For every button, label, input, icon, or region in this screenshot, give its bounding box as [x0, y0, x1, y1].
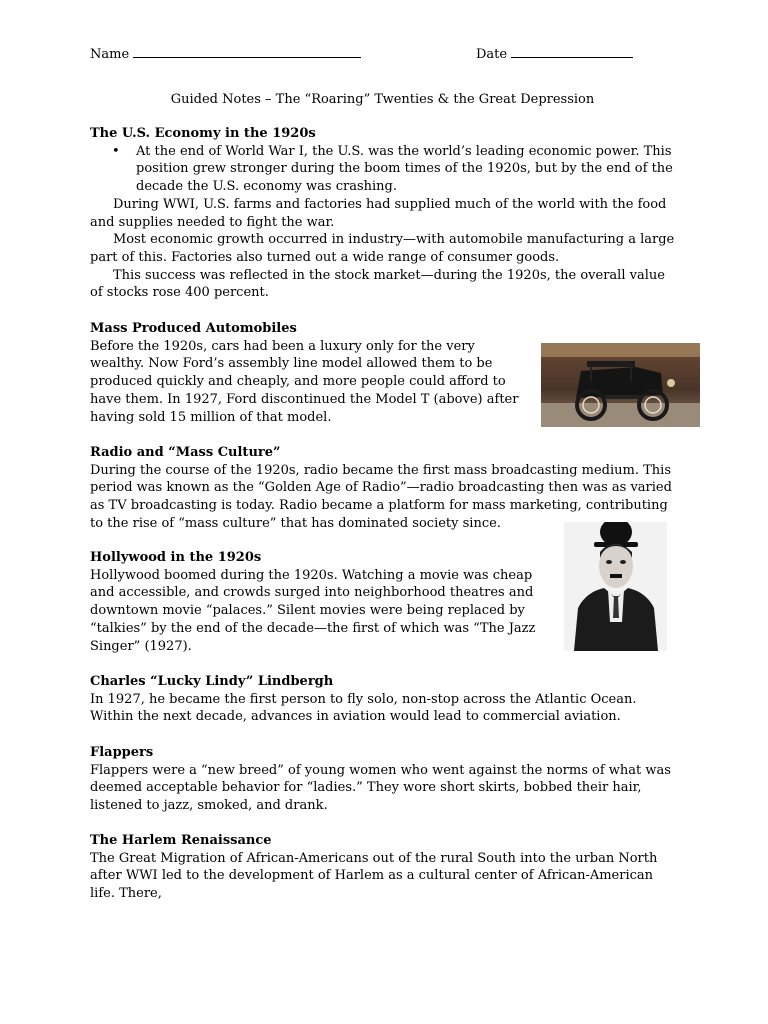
harlem-text: The Great Migration of African-Americans out of the rural South into the urban North after WWI led to the development of Harlem as a cultural center of African-American life. There, — [90, 850, 658, 902]
automobiles-heading: Mass Produced Automobiles — [90, 321, 297, 336]
page-title: Guided Notes – The “Roaring” Twenties & the Great Depression — [170, 92, 595, 107]
bullet-icon: • — [112, 143, 120, 159]
lindbergh-section — [90, 673, 678, 726]
name-field[interactable] — [90, 44, 361, 64]
automobiles-text: Before the 1920s, cars had been a luxury only for the very wealthy. Now Ford’s assembly line model allowed them to be produced quickly and cheaply, and more people could afford to have them. In 1927, Ford discontinued the Model T (above) after having sold 15 million of that model. — [90, 338, 519, 425]
date-label: Date — [476, 47, 508, 62]
economy-section — [90, 125, 678, 302]
radio-text: During the course of the 1920s, radio became the first mass broadcasting medium. This period was known as the “Golden Age of Radio”—radio broadcasting then was as varied as TV broadcasting is today. Radio became a platform for mass marketing, contributing to the rise of “mass culture” that has dominated society since. — [90, 462, 672, 531]
radio-heading: Radio and “Mass Culture” — [90, 445, 281, 460]
hollywood-section — [90, 549, 552, 655]
economy-heading: The U.S. Economy in the 1920s — [90, 126, 316, 141]
harlem-section — [90, 832, 678, 903]
hollywood-text: Hollywood boomed during the 1920s. Watching a movie was cheap and accessible, and crowds surged into neighborhood theatres and downtown movie “palaces.” Silent movies were being replaced by “talkies” by the end of the decade—the first of which was “The Jazz Singer” (1927). — [90, 567, 536, 654]
harlem-heading: The Harlem Renaissance — [90, 833, 272, 848]
lindbergh-heading: Charles “Lucky Lindy” Lindbergh — [90, 674, 334, 689]
economy-paragraph-3: This success was reflected in the stock market—during the 1920s, the overall value of stocks rose 400 percent. — [90, 267, 665, 301]
model-t-photo — [541, 343, 700, 427]
economy-bullet — [90, 143, 678, 196]
flappers-section — [90, 744, 678, 815]
economy-bullet-text: At the end of World War I, the U.S. was the world’s leading economic power. This position grew stronger during the boom times of the 1920s, but by the end of the decade the U.S. economy was crashing. — [136, 143, 673, 195]
date-field[interactable] — [476, 44, 633, 64]
lindbergh-text: In 1927, he became the first person to fly solo, non-stop across the Atlantic Ocean. Within the next decade, advances in aviation would lead to commercial aviation. — [90, 691, 637, 725]
chaplin-photo — [564, 522, 667, 651]
economy-paragraph-2: Most economic growth occurred in industry—with automobile manufacturing a large part of this. Factories also turned out a wide range of consumer goods. — [90, 232, 675, 265]
flappers-text: Flappers were a “new breed” of young women who went against the norms of what was deemed acceptable behavior for “ladies.” They wore short skirts, bobbed their hair, listened to jazz, smoked, and drank. — [90, 762, 671, 814]
automobiles-section — [90, 320, 526, 426]
flappers-heading: Flappers — [90, 745, 154, 760]
economy-paragraph-1: During WWI, U.S. farms and factories had supplied much of the world with the food and supplies needed to fight the war. — [90, 196, 667, 230]
radio-section — [90, 444, 678, 533]
name-label: Name — [90, 47, 130, 62]
name-blank-line[interactable] — [133, 44, 361, 58]
date-blank-line[interactable] — [511, 44, 633, 58]
hollywood-heading: Hollywood in the 1920s — [90, 550, 262, 565]
